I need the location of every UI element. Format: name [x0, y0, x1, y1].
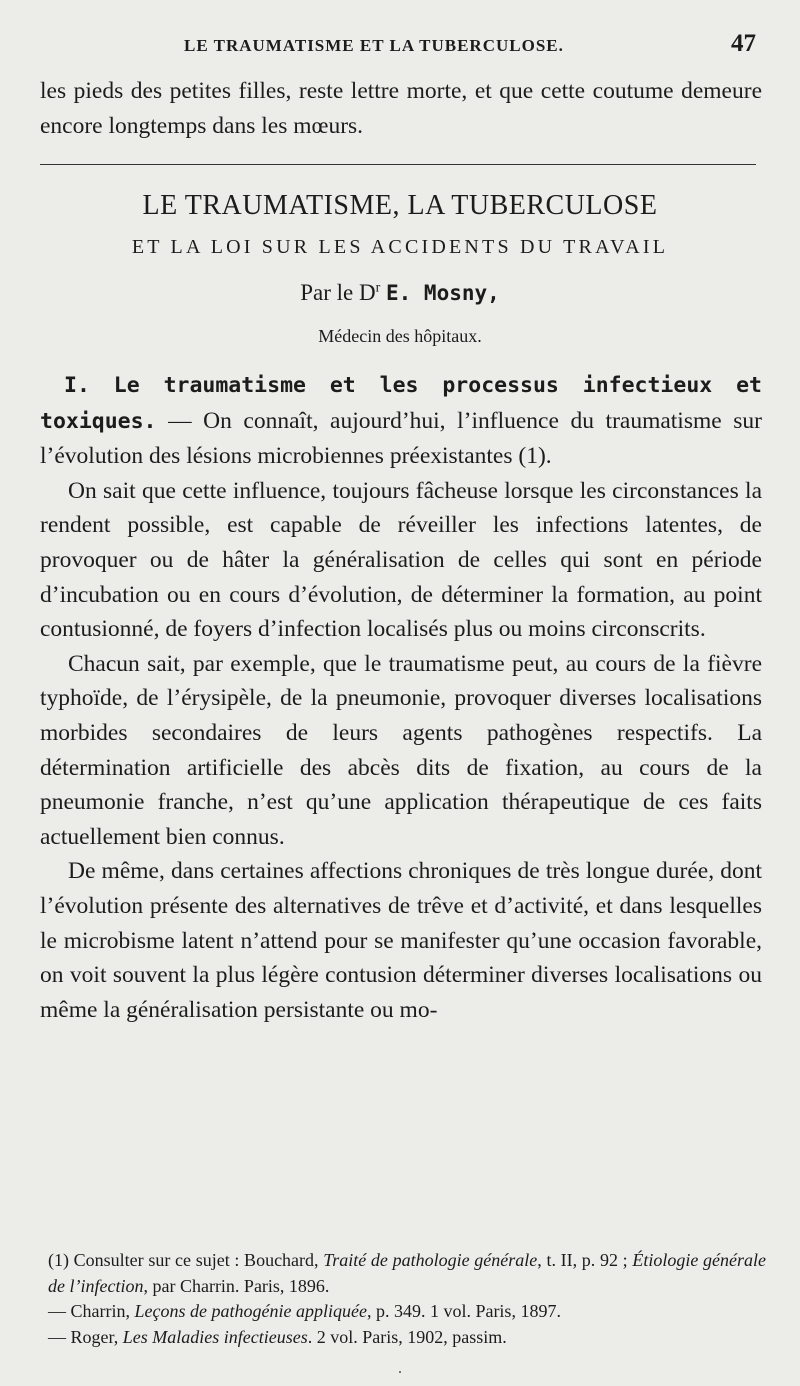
- body-paragraph: On sait que cette influence, toujours fâcheuse lorsque les circonstances la rendent possible, est capable de réveiller les infections latentes, de provoquer ou de hâter la généralisation de celles qui sont en période d’incubation ou en cours d’évolution, de déterminer la formation, au point contusionné, de foyers d’infection localisés plus ou moins circonscrits.: [40, 477, 762, 643]
- running-title: LE TRAUMATISME ET LA TUBERCULOSE.: [184, 36, 564, 55]
- continued-paragraph: les pieds des petites filles, reste lettre morte, et que cette coutume demeure encore longtemps dans les mœurs.: [40, 78, 762, 139]
- footnote-text: , t. II, p. 92 ;: [537, 1250, 633, 1270]
- body-paragraph: Chacun sait, par exemple, que le traumatisme peut, au cours de la fièvre typhoïde, de l’érysipèle, de la pneumonie, provoquer diverses localisations morbides secondaires de leurs agents pathogènes respectifs. La détermination artificielle des abcès dits de fixation, au cours de la pneumonie franche, n’est qu’une application thérapeutique de ces faits actuellement bien connus.: [40, 650, 762, 850]
- section-intro: — On connaît, aujourd’hui, l’influence du traumatisme sur l’évolution des lésions microbiennes préexistantes (1).: [40, 407, 762, 470]
- author-role: Médecin des hôpitaux.: [318, 326, 482, 346]
- stray-mark: .: [398, 1360, 402, 1377]
- byline: [0, 280, 800, 306]
- section-paragraph: [40, 368, 762, 474]
- footnote-work-title: Leçons de pathogénie appliquée: [134, 1301, 367, 1321]
- footnote-work-title: Étiologie générale de l’infection: [48, 1250, 767, 1296]
- footnote-work-title: Les Maladies infectieuses: [122, 1326, 308, 1347]
- footnotes: [48, 1248, 766, 1350]
- body-paragraph: De même, dans certaines affections chroniques de très longue durée, dont l’évolution présente des alternatives de trêve et d’activité, et dans lesquelles le microbisme latent n’attend pour se manifester qu’une occasion favorable, on voit souvent la plus légère contusion déterminer diverses localisations ou même la généralisation persistante ou mo-: [40, 858, 762, 1023]
- footnote-text: . 2 vol. Paris, 1902, passim.: [307, 1326, 507, 1347]
- footnote: [48, 1248, 766, 1299]
- section-heading: I. Le traumatisme et les processus infectieux et toxiques.: [40, 373, 762, 434]
- article-title: LE TRAUMATISME, LA TUBERCULOSE: [142, 190, 658, 221]
- footnote-text: , par Charrin. Paris, 1896.: [143, 1275, 330, 1296]
- footnote-text: — Charrin,: [48, 1301, 135, 1321]
- byline-superscript: r: [375, 280, 381, 296]
- article-subtitle: ET LA LOI SUR LES ACCIDENTS DU TRAVAIL: [131, 236, 669, 258]
- footnote-text: , p. 349. 1 vol. Paris, 1897.: [366, 1301, 561, 1321]
- footnote-line: [48, 1325, 766, 1351]
- footnote-line: [48, 1299, 766, 1325]
- running-head: [46, 30, 756, 62]
- separator-rule: [40, 164, 756, 165]
- footnote-text: — Roger,: [48, 1326, 123, 1347]
- footnote-text: (1) Consulter sur ce sujet : Bouchard,: [48, 1250, 324, 1270]
- byline-prefix: Par le D: [300, 280, 376, 305]
- author-name: E. Mosny,: [386, 281, 500, 305]
- main-text: [40, 368, 762, 1027]
- page-number: 47: [731, 30, 756, 57]
- footnote-work-title: Traité de pathologie générale: [323, 1250, 538, 1270]
